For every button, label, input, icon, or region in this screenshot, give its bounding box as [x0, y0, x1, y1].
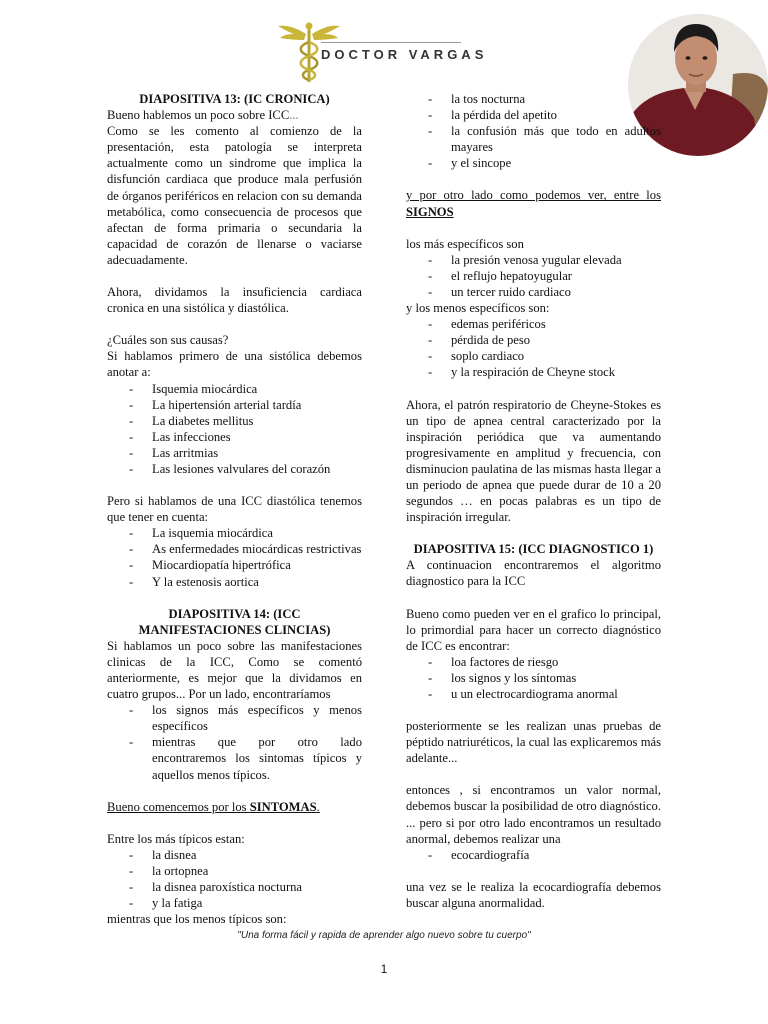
list-item: - la tos nocturna	[406, 91, 661, 107]
manifestation-groups-list	[107, 702, 362, 782]
page-number: 1	[380, 962, 388, 976]
list-item: - el reflujo hepatoyugular	[406, 268, 661, 284]
list-item: - Miocardiopatía hipertrófica	[107, 557, 362, 573]
manifestations-paragraph: Si hablamos un poco sobre las manifestaciones clinicas de la ICC, Como se comentó anteriormente, es mejor que la dividamos en cuatro grupos... Por un lado, encontraríamos	[107, 638, 362, 702]
footer-tagline: "Una forma fácil y rapida de aprender algo nuevo sobre tu cuerpo"	[237, 930, 531, 941]
diagnosis-paragraph: Bueno como pueden ver en el grafico lo principal, lo primordial para hacer un correcto diagnóstico de ICC es encontrar:	[406, 606, 661, 653]
list-item: - mientras que por otro lado encontraremos los sintomas típicos y aquellos menos típicos.	[107, 734, 362, 782]
list-item: - pérdida de peso	[406, 332, 661, 348]
right-column	[406, 91, 661, 911]
list-item: - Y la estenosis aortica	[107, 574, 362, 590]
list-item: - y el sincope	[406, 155, 661, 171]
atypical-intro: mientras que los menos típicos son:	[107, 912, 287, 927]
list-item: - Isquemia miocárdica	[107, 381, 362, 397]
list-item: - un tercer ruido cardiaco	[406, 284, 661, 300]
slide-15-title: DIAPOSITIVA 15: (ICC DIAGNOSTICO 1)	[413, 542, 654, 557]
systolic-intro: Si hablamos primero de una sistólica debemos anotar a:	[107, 349, 362, 380]
diastolic-causes-list	[107, 525, 362, 589]
list-item: - Las lesiones valvulares del corazón	[107, 461, 362, 477]
list-item: - La isquemia miocárdica	[107, 525, 362, 541]
list-item: - u un electrocardiograma anormal	[406, 686, 661, 702]
icc-division: Ahora, dividamos la insuficiencia cardiaca cronica en una sistólica y diastólica.	[107, 285, 362, 316]
symptoms-heading: Bueno comencemos por los SINTOMAS.	[107, 799, 320, 814]
list-item: - la ortopnea	[107, 863, 362, 879]
list-item: - la disnea paroxística nocturna	[107, 879, 362, 895]
list-item: - la pérdida del apetito	[406, 107, 661, 123]
list-item: - Las infecciones	[107, 429, 362, 445]
list-item: - y la respiración de Cheyne stock	[406, 364, 661, 380]
list-item: - As enfermedades miocárdicas restrictivas	[107, 541, 362, 557]
result-paragraph: entonces , si encontramos un valor normal, debemos buscar la posibilidad de otro diagnóstico. ... pero si por otro lado encontramos un resultado anormal, debemos realizar una	[406, 783, 661, 846]
echo-list	[406, 847, 661, 863]
causes-question: ¿Cuáles son sus causas?	[107, 333, 229, 348]
intro-line: Bueno hablemos un poco sobre ICC...	[107, 108, 299, 123]
signs-heading: y por otro lado como podemos ver, entre los SIGNOS	[406, 188, 661, 219]
list-item: - los signos y los síntomas	[406, 670, 661, 686]
list-item: - soplo cardiaco	[406, 348, 661, 364]
specific-signs-list	[406, 252, 661, 300]
systolic-causes-list	[107, 381, 362, 478]
diagnosis-criteria-list	[406, 654, 661, 702]
typical-intro: Entre los más típicos estan:	[107, 831, 245, 846]
brand-name: DOCTOR VARGAS	[321, 47, 488, 62]
icc-definition: Como se les comento al comienzo de la presentación, esta patología se interpreta actualmente como un sindrome que implica la disfunción cardiaca que produce mala perfusión de órganos periféricos en relacion con su demanda metabólica, como consecuencia de procesos que afectan de forma primaria o secundaria la capacidad de corazón de llenarse o vaciarse adecuadamente.	[107, 124, 362, 267]
specific-signs-intro: los más específicos son	[406, 236, 524, 251]
diastolic-intro: Pero si hablamos de una ICC diastólica tenemos que tener en cuenta:	[107, 494, 362, 525]
peptide-paragraph: posteriormente se les realizan unas pruebas de péptido natriuréticos, la cual las explicaremos más adelante...	[406, 719, 661, 766]
list-item: - Las arritmias	[107, 445, 362, 461]
cheyne-stokes-paragraph: Ahora, el patrón respiratorio de Cheyne-Stokes es un tipo de apnea central caracterizado por la inspiración periódica que va aumentando progresivamente en amplitud y frecuencia, con disminucion paulatina de las mismas hasta llegar a un periodo de apnea que puede durar de 10 a 20 segundos … en pocas palabras es un tipo de inspiración irregular.	[406, 397, 661, 525]
list-item: - La hipertensión arterial tardía	[107, 397, 362, 413]
list-item: - los signos más específicos y menos específicos	[107, 702, 362, 734]
atypical-symptoms-list	[406, 91, 661, 171]
nonspecific-signs-list	[406, 316, 661, 380]
slide-13-title: DIAPOSITIVA 13: (IC CRONICA)	[139, 92, 330, 106]
list-item: - La diabetes mellitus	[107, 413, 362, 429]
typical-symptoms-list	[107, 847, 362, 911]
nonspecific-signs-intro: y los menos específicos son:	[406, 301, 550, 316]
logo-divider	[321, 42, 461, 43]
list-item: - edemas periféricos	[406, 316, 661, 332]
list-item: - la presión venosa yugular elevada	[406, 252, 661, 268]
list-item: - la disnea	[107, 847, 362, 863]
list-item: - ecocardiografía	[406, 847, 661, 863]
algorithm-intro: A continuacion encontraremos el algoritmo diagnostico para la ICC	[406, 558, 661, 589]
list-item: - loa factores de riesgo	[406, 654, 661, 670]
left-column	[107, 91, 362, 927]
echo-paragraph: una vez se le realiza la ecocardiografía debemos buscar alguna anormalidad.	[406, 879, 661, 910]
list-item: - la confusión más que todo en adultos mayares	[406, 123, 661, 155]
list-item: - y la fatiga	[107, 895, 362, 911]
slide-14-title: DIAPOSITIVA 14: (ICC MANIFESTACIONES CLINCIAS)	[138, 606, 331, 637]
